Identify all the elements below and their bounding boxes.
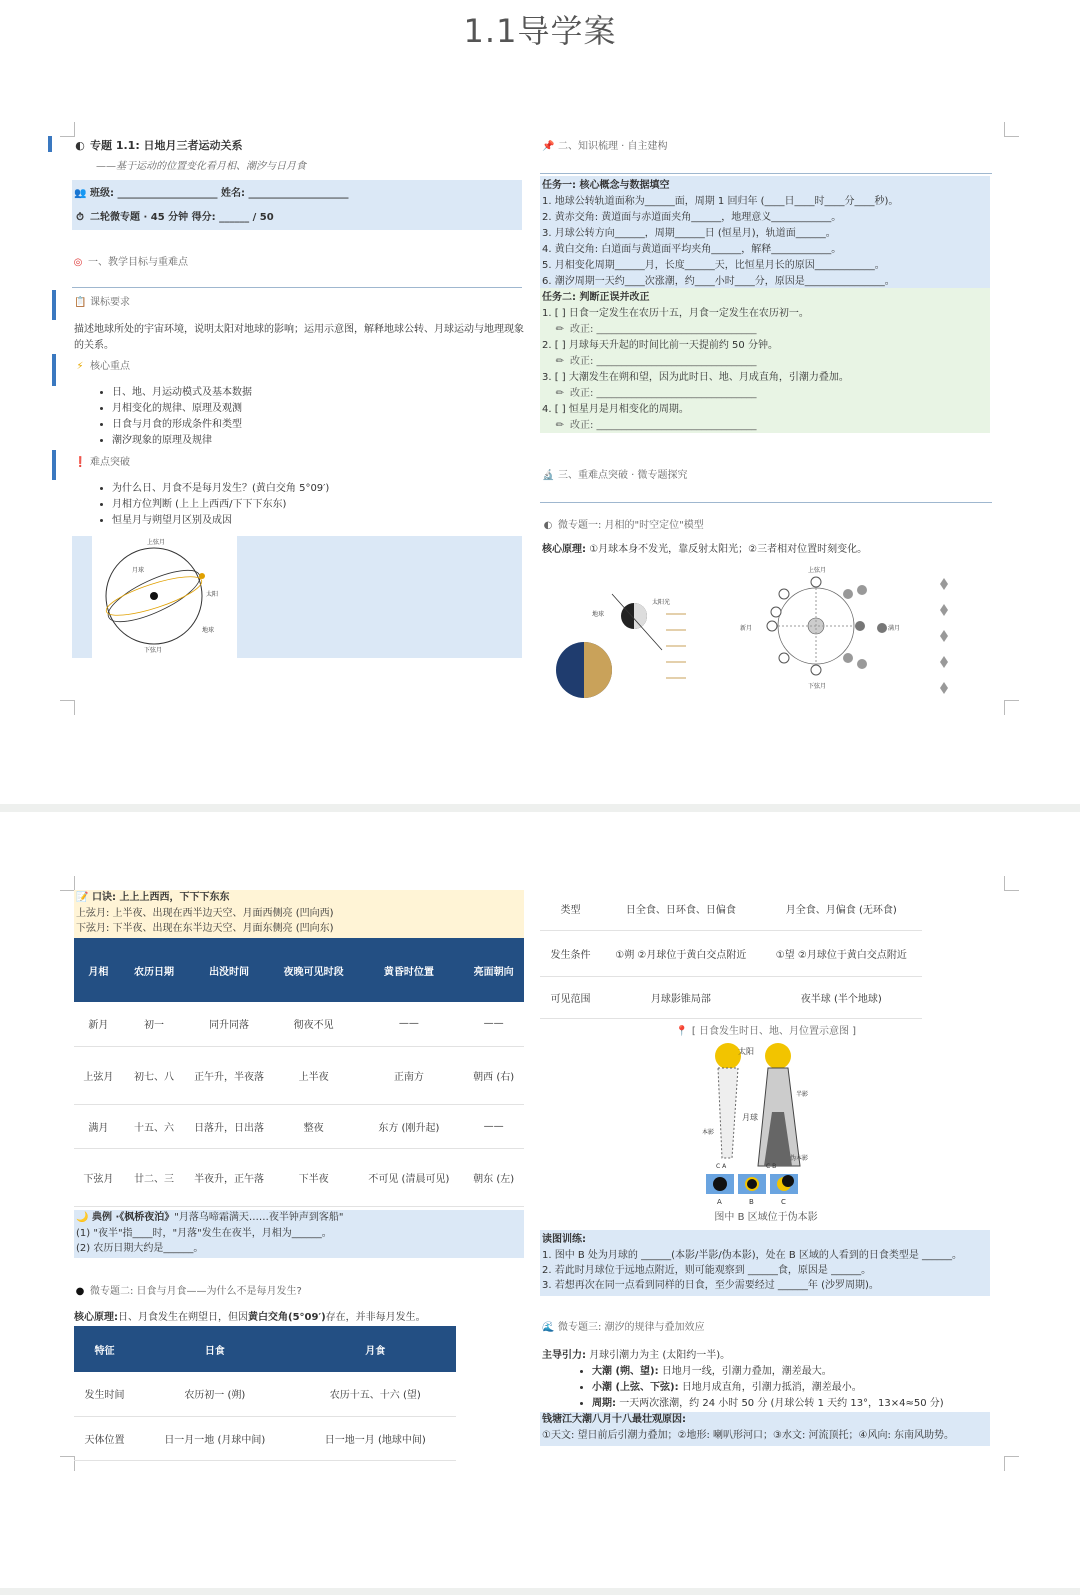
micro2-principle-bold: 黄白交角(5°09′) <box>248 1312 326 1323</box>
tide-list <box>554 1364 944 1412</box>
phase-label-west: 新月 <box>740 625 753 632</box>
black-circle-icon: ● <box>75 1286 85 1297</box>
figure-caption-bottom: 图中 B 区域位于伪本影 <box>714 1212 818 1223</box>
mnemonic-title: 口诀: 上上上西西，下下下东东 <box>92 892 230 903</box>
main-force-text: 月球引潮力为主 (太阳约一半)。 <box>589 1350 731 1361</box>
difficulty-header: 难点突破 <box>90 457 130 468</box>
table-row <box>540 930 922 976</box>
qiantang-title: 钱塘江大潮八月十八最壮观原因: <box>542 1414 686 1425</box>
fig-label-ca: C A <box>716 1163 727 1170</box>
crop-mark <box>60 700 75 715</box>
section3-header: 三、重难点突破 · 微专题探究 <box>558 470 688 481</box>
task1-item: 2. 黄赤交角: 黄道面与赤道面夹角______，地理意义____________。 <box>542 212 842 223</box>
task2-question: 2. [ ] 月球每天升起的时间比前一天提前约 50 分钟。 <box>542 340 778 351</box>
pin-icon: 📌 <box>542 141 555 152</box>
reading-title: 读图训练: <box>542 1234 586 1245</box>
table-cell: —— <box>354 1002 463 1046</box>
table-cell: 初一 <box>123 1002 186 1046</box>
table-row <box>74 1416 456 1460</box>
table-cell: 发生条件 <box>540 930 601 976</box>
task1-item: 3. 月球公转方向______，周期______日 (恒星月)，轨道面______。 <box>542 228 836 239</box>
reading-item: 3. 若想再次在同一点看到同样的日食，至少需要经过 ______年 (沙罗周期)。 <box>542 1280 879 1291</box>
table-cell: 朝东 (左) <box>463 1148 524 1206</box>
diagram-label-moon: 月球 <box>132 567 145 574</box>
table-cell: 东方 (刚升起) <box>354 1104 463 1148</box>
list-item: • 月相变化的规律、原理及观测 <box>112 401 252 417</box>
reading-item: 2. 若此时月球位于远地点附近，则可能观察到 ______食，原因是 ______。 <box>542 1265 872 1276</box>
tide-desc: 日地月一线，引潮力叠加，潮差最大。 <box>661 1366 832 1377</box>
eclipse-table <box>74 1326 456 1461</box>
crop-mark <box>1004 876 1019 891</box>
accent-bar <box>52 450 56 480</box>
crescent-moon-icon: 🌙 <box>76 1212 89 1223</box>
phase-diagram-label-earth: 地球 <box>592 611 605 618</box>
table-cell: 农历初一 (朔) <box>135 1372 294 1416</box>
table-cell: 正午升，半夜落 <box>185 1046 273 1104</box>
topic-title: 专题 1.1: 日地月三者运动关系 <box>90 139 243 152</box>
table-cell: 日全食、日环食、日偏食 <box>601 888 760 930</box>
table-row <box>74 1046 524 1104</box>
accent-bar <box>52 290 56 320</box>
student-info-box <box>72 180 522 230</box>
mnemonic-line: 上弦月: 上半夜、出现在西半边天空、月面西侧亮 (凹向西) <box>76 908 334 919</box>
phase-label-north: 上弦月 <box>808 567 827 574</box>
table-cell: 类型 <box>540 888 601 930</box>
task2-question: 1. [ ] 日食一定发生在农历十五，月食一定发生在农历初一。 <box>542 308 809 319</box>
tide-term: 周期: <box>592 1398 616 1409</box>
standard-header: 课标要求 <box>90 297 130 308</box>
solar-eclipse-diagram <box>696 1038 836 1208</box>
meta-line: 二轮微专题 · 45 分钟 得分: ______ / 50 <box>90 212 274 223</box>
table-header: 日食 <box>135 1326 294 1372</box>
principle-label: 核心原理: <box>74 1312 118 1323</box>
table-header: 农历日期 <box>123 938 186 1002</box>
moon-phase-table <box>74 938 524 1207</box>
page-gap <box>0 804 1080 812</box>
table-cell: 上弦月 <box>74 1046 123 1104</box>
table-cell: 下半夜 <box>273 1148 355 1206</box>
tide-term: 大潮 (朔、望): <box>592 1366 659 1377</box>
table-cell: 廿二、三 <box>123 1148 186 1206</box>
table-cell: 满月 <box>74 1104 123 1148</box>
micro1-header: 微专题一: 月相的"时空定位"模型 <box>558 520 704 531</box>
people-icon: 👥 <box>74 188 87 199</box>
example-box <box>74 1210 524 1258</box>
clock-icon: ⏱ <box>76 212 84 223</box>
task2-fix[interactable]: 改正: ________________________________ <box>570 388 757 399</box>
example-quote: "月落乌啼霜满天……夜半钟声到客船" <box>174 1212 344 1223</box>
diagram-label-sun: 太阳 <box>206 591 219 598</box>
table-header: 夜晚可见时段 <box>273 938 355 1002</box>
table-cell: 整夜 <box>273 1104 355 1148</box>
table-cell: 上半夜 <box>273 1046 355 1104</box>
list-item <box>592 1364 944 1380</box>
example-question: (2) 农历日期大约是______。 <box>76 1243 204 1254</box>
fig-label-penumbra: 半影 <box>796 1091 809 1098</box>
note-icon: 📝 <box>76 892 89 903</box>
table-row <box>74 1372 456 1416</box>
list-item: • 月相方位判断 (上上上西西/下下下东东) <box>112 497 329 513</box>
list-item <box>592 1380 944 1396</box>
qiantang-box <box>540 1412 990 1446</box>
table-cell: 农历十五、十六 (望) <box>295 1372 456 1416</box>
divider <box>540 173 992 174</box>
fig-label-pseudo: 伪本影 <box>790 1155 809 1162</box>
lunar-phase-diagram <box>544 564 964 704</box>
crop-mark <box>60 1456 75 1471</box>
task2-fix[interactable]: 改正: ________________________________ <box>570 324 757 335</box>
example-question: (1) "夜半"指____时，"月落"发生在夜半，月相为______。 <box>76 1228 332 1239</box>
fig-label-umbra: 本影 <box>702 1129 715 1136</box>
orbit-diagram-box <box>72 536 522 658</box>
tide-desc: 一天两次涨潮，约 24 小时 50 分 (月球公转 1 天约 13°，13×4≈50 分) <box>619 1398 944 1409</box>
accent-bar <box>52 354 56 386</box>
list-item: • 恒星月与朔望月区别及成因 <box>112 513 329 529</box>
pencil-icon: ✏ <box>555 324 565 335</box>
figure-caption-top: [ 日食发生时日、地、月位置示意图 ] <box>691 1026 857 1037</box>
divider <box>540 502 992 503</box>
table-row <box>74 1148 524 1206</box>
table-header: 特征 <box>74 1326 135 1372</box>
table-cell: 月全食、月偏食 (无环食) <box>761 888 922 930</box>
target-icon: ◎ <box>73 257 83 268</box>
table-cell: —— <box>463 1104 524 1148</box>
table-header: 亮面朝向 <box>463 938 524 1002</box>
diagram-label-bottom: 下弦月 <box>144 647 163 654</box>
crop-mark <box>1004 122 1019 137</box>
task2-title: 任务二: 判断正误并改正 <box>542 292 650 303</box>
table-cell: 夜半球 (半个地球) <box>761 976 922 1018</box>
table-row <box>74 1104 524 1148</box>
table-row <box>540 888 922 930</box>
class-name-line: 班级: ____________________ 姓名: ____________________ <box>90 188 349 199</box>
mnemonic-box <box>74 890 524 938</box>
table-cell: —— <box>463 1002 524 1046</box>
table-cell: 新月 <box>74 1002 123 1046</box>
task2-question: 3. [ ] 大潮发生在朔和望，因为此时日、地、月成直角，引潮力叠加。 <box>542 372 849 383</box>
task2-question: 4. [ ] 恒星月是月相变化的周期。 <box>542 404 689 415</box>
clipboard-icon: 📋 <box>74 297 87 308</box>
accent-bar <box>48 136 52 152</box>
list-item: • 为什么日、月食不是每月发生？(黄白交角 5°09′) <box>112 481 329 497</box>
task1-item: 6. 潮汐周期一天约____次涨潮，约____小时____分，原因是________________。 <box>542 276 895 287</box>
fig-label-moon: 月球 <box>742 1113 758 1122</box>
list-item: • 日食与月食的形成条件和类型 <box>112 417 252 433</box>
document-title: 1.1导学案 <box>463 12 617 50</box>
task1-item: 4. 黄白交角: 白道面与黄道面平均夹角______，解释____________。 <box>542 244 842 255</box>
fig-label-cb: C B <box>766 1163 777 1170</box>
table-header: 月相 <box>74 938 123 1002</box>
task1-item: 1. 地球公转轨道面称为______面，周期 1 回归年 (____日____时____分____秒)。 <box>542 196 899 207</box>
moon-icon: ◐ <box>75 139 85 152</box>
micro2-header: 微专题二: 日食与月食——为什么不是每月发生? <box>90 1286 302 1297</box>
reading-exercise-box <box>540 1230 990 1296</box>
standard-text: 描述地球所处的宇宙环境，说明太阳对地球的影响；运用示意图，解释地球公转、月球运动与地理现象的关系。 <box>74 324 524 351</box>
knowledge-header: 二、知识梳理 · 自主建构 <box>558 141 668 152</box>
table-header: 出没时间 <box>185 938 273 1002</box>
pencil-icon: ✏ <box>555 420 565 431</box>
phase-diagram-label-sun: 太阳光 <box>652 599 671 606</box>
table-cell: ①望 ②月球位于黄白交点附近 <box>761 930 922 976</box>
qiantang-text: ①天文: 望日前后引潮力叠加；②地形: 喇叭形河口；③水文: 河流顶托；④风向: 东南风助势。 <box>542 1430 955 1441</box>
table-cell: ①朔 ②月球位于黄白交点附近 <box>601 930 760 976</box>
table-header: 月食 <box>295 1326 456 1372</box>
microscope-icon: 🔬 <box>542 470 555 481</box>
pencil-icon: ✏ <box>555 356 565 367</box>
core-list <box>74 385 252 449</box>
lightning-icon: ⚡ <box>76 361 84 372</box>
crop-mark <box>60 122 75 137</box>
pencil-icon: ✏ <box>555 388 565 399</box>
task1-item: 5. 月相变化周期______月，长度______天，比恒星月长的原因____________。 <box>542 260 885 271</box>
table-row <box>74 1002 524 1046</box>
core-header: 核心重点 <box>90 361 130 372</box>
table-cell: 天体位置 <box>74 1416 135 1460</box>
orbit-diagram <box>92 536 237 658</box>
fig-label-sun: 太阳 <box>738 1047 754 1056</box>
page-1 <box>0 80 1080 800</box>
task1-title: 任务一: 核心概念与数据填空 <box>542 180 670 191</box>
tide-desc: 日地月成直角，引潮力抵消，潮差最小。 <box>681 1382 862 1393</box>
micro2-principle-post: 存在，并非每月发生。 <box>325 1312 426 1323</box>
task2-fix[interactable]: 改正: ________________________________ <box>570 420 757 431</box>
phase-label-east: 满月 <box>888 625 901 632</box>
task2-fix[interactable]: 改正: ________________________________ <box>570 356 757 367</box>
page-gap <box>0 1588 1080 1595</box>
table-cell: 发生时间 <box>74 1372 135 1416</box>
mnemonic-line: 下弦月: 下半夜、出现在东半边天空、月面东侧亮 (凹向东) <box>76 923 334 934</box>
eclipse-table-continued <box>540 888 922 1019</box>
goals-header: 一、教学目标与重难点 <box>88 257 188 268</box>
diagram-label-earth: 地球 <box>202 627 215 634</box>
main-force-label: 主导引力: <box>542 1350 586 1361</box>
table-cell: 正南方 <box>354 1046 463 1104</box>
table-cell: 日落升，日出落 <box>185 1104 273 1148</box>
reading-item: 1. 图中 B 处为月球的 ______(本影/半影/伪本影)，处在 B 区域的人看到的日食类型是 ______。 <box>542 1250 963 1261</box>
table-cell: 可见范围 <box>540 976 601 1018</box>
tide-term: 小潮 (上弦、下弦): <box>592 1382 679 1393</box>
principle-label: 核心原理: <box>542 544 586 555</box>
task2-box <box>540 288 990 433</box>
difficulty-list <box>74 481 329 529</box>
pin-icon: 📍 <box>675 1026 689 1037</box>
table-header: 黄昏时位置 <box>354 938 463 1002</box>
table-cell: 日一地一月 (地球中间) <box>295 1416 456 1460</box>
table-cell: 彻夜不见 <box>273 1002 355 1046</box>
table-cell: 十五、六 <box>123 1104 186 1148</box>
micro2-principle-pre: 日、月食发生在朔望日，但因 <box>118 1312 248 1323</box>
table-cell: 下弦月 <box>74 1148 123 1206</box>
crop-mark <box>60 876 75 891</box>
wave-icon: 🌊 <box>542 1322 555 1333</box>
micro3-header: 微专题三: 潮汐的规律与叠加效应 <box>558 1322 705 1333</box>
page-2 <box>0 812 1080 1587</box>
fig-label-a: A <box>717 1198 722 1206</box>
table-cell: 朝西 (右) <box>463 1046 524 1104</box>
divider <box>72 287 522 288</box>
example-title: 典例 ·《枫桥夜泊》 <box>92 1212 175 1223</box>
diagram-label-top: 上弦月 <box>147 539 166 546</box>
table-row <box>540 976 922 1018</box>
table-cell: 日一月一地 (月球中间) <box>135 1416 294 1460</box>
exclamation-icon: ❗ <box>74 457 87 468</box>
task1-box <box>540 176 990 288</box>
table-cell: 不可见 (清晨可见) <box>354 1148 463 1206</box>
crop-mark <box>1004 700 1019 715</box>
table-cell: 半夜升，正午落 <box>185 1148 273 1206</box>
phase-label-south: 下弦月 <box>808 683 827 690</box>
list-item <box>592 1396 944 1412</box>
topic-subtitle: ——基于运动的位置变化看月相、潮汐与日月食 <box>96 161 306 172</box>
table-cell: 同升同落 <box>185 1002 273 1046</box>
table-cell: 月球影锥局部 <box>601 976 760 1018</box>
half-moon-icon: ◐ <box>543 520 553 531</box>
table-cell: 初七、八 <box>123 1046 186 1104</box>
list-item: • 日、地、月运动模式及基本数据 <box>112 385 252 401</box>
list-item: • 潮汐现象的原理及规律 <box>112 433 252 449</box>
crop-mark <box>1004 1456 1019 1471</box>
fig-label-c: C <box>781 1198 786 1206</box>
fig-label-b: B <box>749 1198 754 1206</box>
micro1-principle: ①月球本身不发光，靠反射太阳光；②三者相对位置时刻变化。 <box>589 544 868 555</box>
